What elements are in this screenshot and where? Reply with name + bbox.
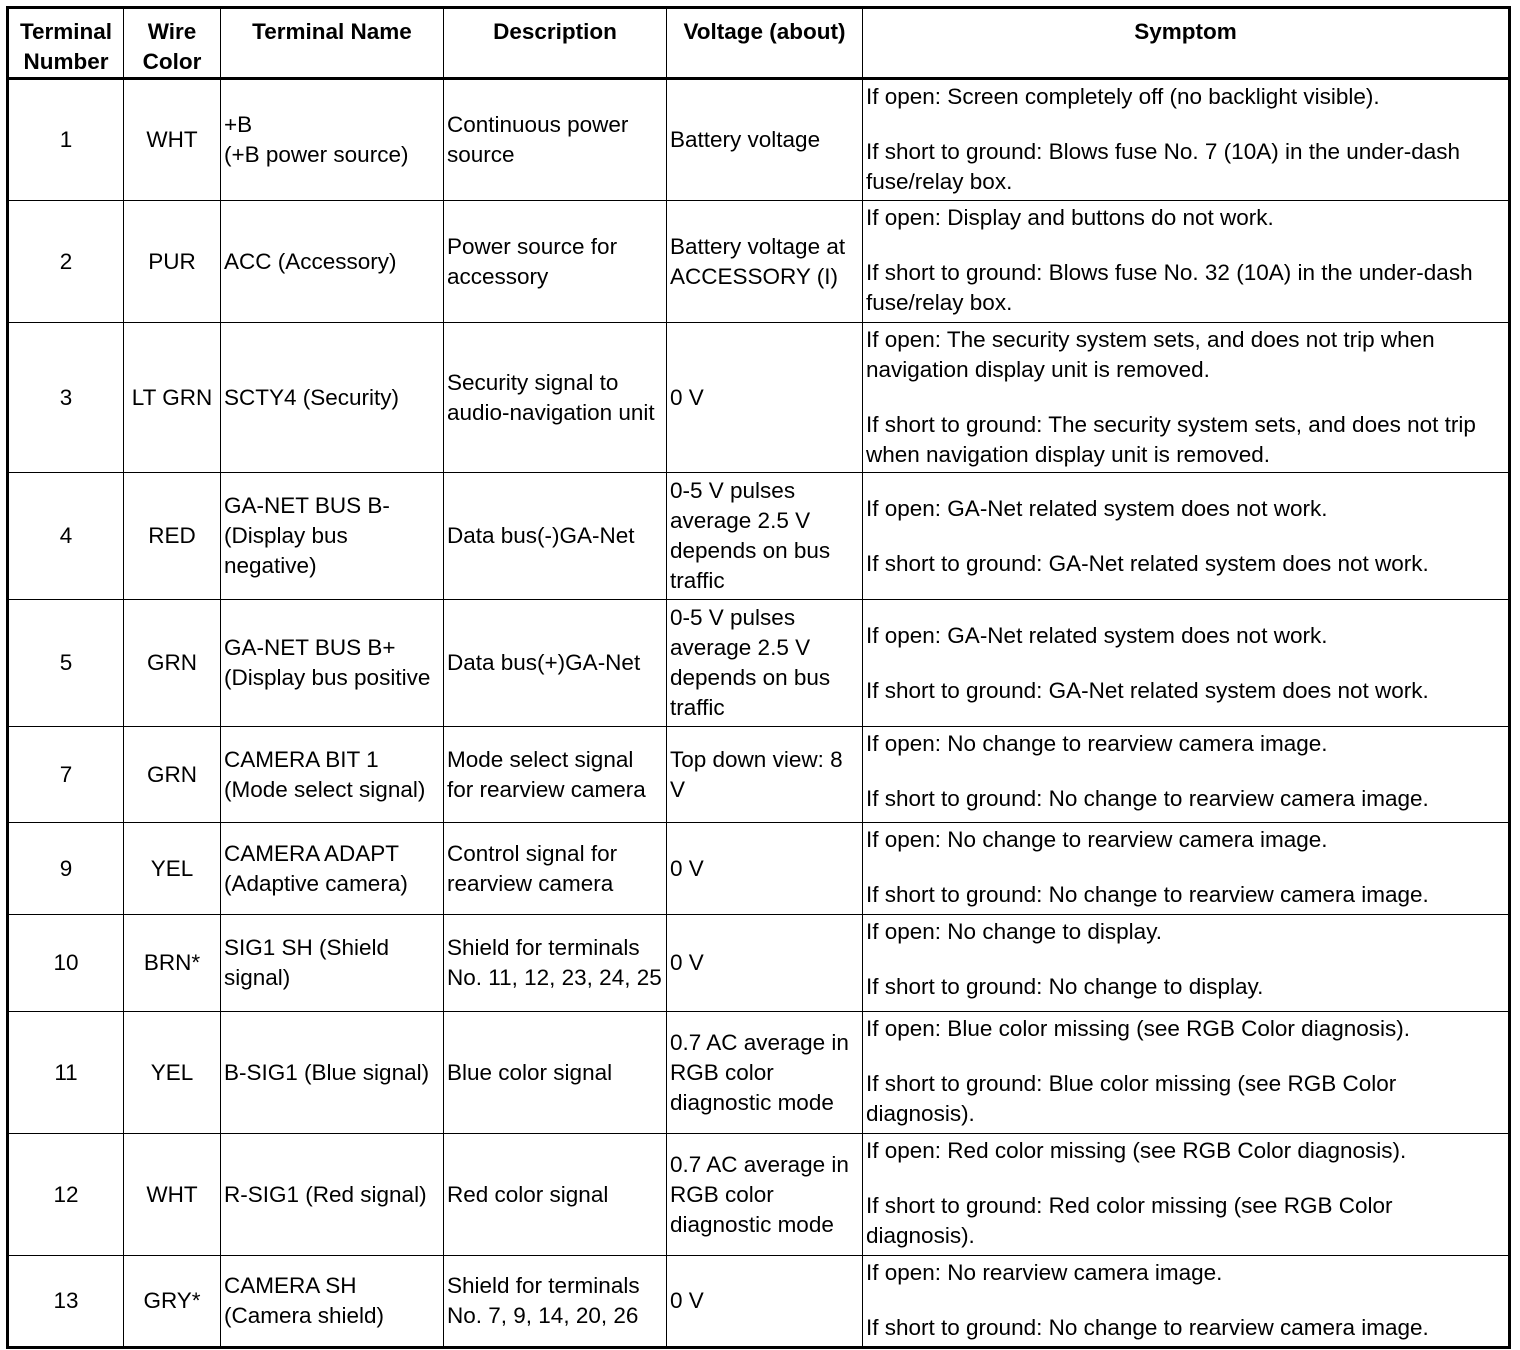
wire-color-cell: GRY* bbox=[124, 1256, 221, 1348]
table-row bbox=[8, 201, 1510, 323]
voltage-cell: Battery voltage at ACCESSORY (I) bbox=[667, 201, 863, 323]
wire-color-cell: YEL bbox=[124, 823, 221, 915]
symptom-open: If open: No change to display. bbox=[866, 919, 1163, 944]
wire-color-cell: LT GRN bbox=[124, 323, 221, 473]
wire-color-cell: BRN* bbox=[124, 915, 221, 1012]
symptom-short: If short to ground: Blue color missing (see RGB Color diagnosis). bbox=[866, 1071, 1397, 1126]
symptom-cell bbox=[863, 727, 1510, 823]
symptom-short: If short to ground: GA-Net related system does not work. bbox=[866, 550, 1429, 576]
symptom-open: If open: No change to rearview camera image. bbox=[866, 827, 1328, 852]
terminal-number-cell: 1 bbox=[8, 79, 124, 201]
header-terminal-number: Terminal Number bbox=[8, 8, 124, 79]
terminal-name-cell: CAMERA ADAPT (Adaptive camera) bbox=[221, 823, 444, 915]
symptom-cell bbox=[863, 823, 1510, 915]
table-row bbox=[8, 600, 1510, 727]
symptom-cell bbox=[863, 473, 1510, 600]
symptom-open: If open: The security system sets, and does not trip when navigation display unit is removed. bbox=[866, 327, 1435, 382]
symptom-open: If open: No rearview camera image. bbox=[866, 1260, 1223, 1285]
symptom-open: If open: GA-Net related system does not work. bbox=[866, 622, 1328, 648]
description-cell: Red color signal bbox=[444, 1134, 667, 1256]
terminal-name-cell: GA-NET BUS B- (Display bus negative) bbox=[221, 473, 444, 600]
terminal-number-cell: 10 bbox=[8, 915, 124, 1012]
header-symptom: Symptom bbox=[863, 8, 1510, 79]
voltage-cell: 0 V bbox=[667, 323, 863, 473]
wire-color-cell: WHT bbox=[124, 1134, 221, 1256]
symptom-open: If open: Blue color missing (see RGB Color diagnosis). bbox=[866, 1016, 1410, 1041]
header-row bbox=[8, 8, 1510, 79]
header-description: Description bbox=[444, 8, 667, 79]
symptom-short: If short to ground: No change to rearview camera image. bbox=[866, 1315, 1429, 1340]
voltage-cell: 0 V bbox=[667, 823, 863, 915]
symptom-short: If short to ground: GA-Net related system does not work. bbox=[866, 677, 1429, 703]
description-cell: Data bus(+)GA-Net bbox=[444, 600, 667, 727]
symptom-open: If open: GA-Net related system does not work. bbox=[866, 495, 1328, 521]
symptom-short: If short to ground: Blows fuse No. 7 (10A) in the under-dash fuse/relay box. bbox=[866, 139, 1461, 194]
symptom-short: If short to ground: No change to display. bbox=[866, 974, 1264, 999]
header-wire-color: Wire Color bbox=[124, 8, 221, 79]
symptom-short: If short to ground: The security system sets, and does not trip when navigation display unit is removed. bbox=[866, 412, 1476, 467]
description-cell: Security signal to audio-navigation unit bbox=[444, 323, 667, 473]
terminal-name-cell: R-SIG1 (Red signal) bbox=[221, 1134, 444, 1256]
wire-color-cell: GRN bbox=[124, 727, 221, 823]
table-row bbox=[8, 1134, 1510, 1256]
terminal-number-cell: 7 bbox=[8, 727, 124, 823]
terminal-name-cell: ACC (Accessory) bbox=[221, 201, 444, 323]
description-cell: Control signal for rearview camera bbox=[444, 823, 667, 915]
voltage-cell: Top down view: 8 V bbox=[667, 727, 863, 823]
symptom-cell bbox=[863, 201, 1510, 323]
symptom-short: If short to ground: Red color missing (see RGB Color diagnosis). bbox=[866, 1193, 1393, 1248]
description-cell: Blue color signal bbox=[444, 1012, 667, 1134]
symptom-cell bbox=[863, 79, 1510, 201]
table-row bbox=[8, 473, 1510, 600]
wire-color-cell: RED bbox=[124, 473, 221, 600]
symptom-open: If open: Display and buttons do not work. bbox=[866, 205, 1274, 230]
voltage-cell: 0 V bbox=[667, 1256, 863, 1348]
table-row bbox=[8, 79, 1510, 201]
symptom-open: If open: Screen completely off (no backlight visible). bbox=[866, 84, 1380, 109]
symptom-short: If short to ground: No change to rearview camera image. bbox=[866, 882, 1429, 907]
table-row bbox=[8, 1256, 1510, 1348]
table-row bbox=[8, 915, 1510, 1012]
table-row bbox=[8, 323, 1510, 473]
terminal-number-cell: 2 bbox=[8, 201, 124, 323]
terminal-name-cell: SIG1 SH (Shield signal) bbox=[221, 915, 444, 1012]
terminal-number-cell: 11 bbox=[8, 1012, 124, 1134]
terminal-number-cell: 13 bbox=[8, 1256, 124, 1348]
terminal-name-cell: CAMERA SH (Camera shield) bbox=[221, 1256, 444, 1348]
terminal-number-cell: 5 bbox=[8, 600, 124, 727]
description-cell: Shield for terminals No. 11, 12, 23, 24, 25 bbox=[444, 915, 667, 1012]
description-cell: Power source for accessory bbox=[444, 201, 667, 323]
voltage-cell: 0.7 AC average in RGB color diagnostic mode bbox=[667, 1012, 863, 1134]
wire-color-cell: YEL bbox=[124, 1012, 221, 1134]
symptom-cell bbox=[863, 1256, 1510, 1348]
voltage-cell: 0-5 V pulses average 2.5 V depends on bus traffic bbox=[667, 600, 863, 727]
symptom-short: If short to ground: Blows fuse No. 32 (10A) in the under-dash fuse/relay box. bbox=[866, 260, 1473, 315]
description-cell: Data bus(-)GA-Net bbox=[444, 473, 667, 600]
symptom-cell bbox=[863, 323, 1510, 473]
terminal-name-cell: CAMERA BIT 1 (Mode select signal) bbox=[221, 727, 444, 823]
terminal-table bbox=[6, 6, 1511, 1349]
header-terminal-name: Terminal Name bbox=[221, 8, 444, 79]
header-voltage: Voltage (about) bbox=[667, 8, 863, 79]
symptom-open: If open: No change to rearview camera image. bbox=[866, 731, 1328, 756]
wire-color-cell: WHT bbox=[124, 79, 221, 201]
table-row bbox=[8, 727, 1510, 823]
voltage-cell: 0 V bbox=[667, 915, 863, 1012]
wire-color-cell: GRN bbox=[124, 600, 221, 727]
terminal-name-cell: GA-NET BUS B+ (Display bus positive bbox=[221, 600, 444, 727]
terminal-name-cell: SCTY4 (Security) bbox=[221, 323, 444, 473]
symptom-open: If open: Red color missing (see RGB Color diagnosis). bbox=[866, 1138, 1407, 1163]
description-cell: Shield for terminals No. 7, 9, 14, 20, 26 bbox=[444, 1256, 667, 1348]
description-cell: Continuous power source bbox=[444, 79, 667, 201]
voltage-cell: 0-5 V pulses average 2.5 V depends on bus traffic bbox=[667, 473, 863, 600]
symptom-cell bbox=[863, 1012, 1510, 1134]
terminal-number-cell: 12 bbox=[8, 1134, 124, 1256]
terminal-number-cell: 9 bbox=[8, 823, 124, 915]
voltage-cell: Battery voltage bbox=[667, 79, 863, 201]
wire-color-cell: PUR bbox=[124, 201, 221, 323]
terminal-number-cell: 3 bbox=[8, 323, 124, 473]
table-row bbox=[8, 823, 1510, 915]
description-cell: Mode select signal for rearview camera bbox=[444, 727, 667, 823]
terminal-name-cell: +B (+B power source) bbox=[221, 79, 444, 201]
terminal-number-cell: 4 bbox=[8, 473, 124, 600]
table-row bbox=[8, 1012, 1510, 1134]
symptom-short: If short to ground: No change to rearview camera image. bbox=[866, 786, 1429, 811]
voltage-cell: 0.7 AC average in RGB color diagnostic mode bbox=[667, 1134, 863, 1256]
symptom-cell bbox=[863, 1134, 1510, 1256]
symptom-cell bbox=[863, 600, 1510, 727]
symptom-cell bbox=[863, 915, 1510, 1012]
terminal-name-cell: B-SIG1 (Blue signal) bbox=[221, 1012, 444, 1134]
